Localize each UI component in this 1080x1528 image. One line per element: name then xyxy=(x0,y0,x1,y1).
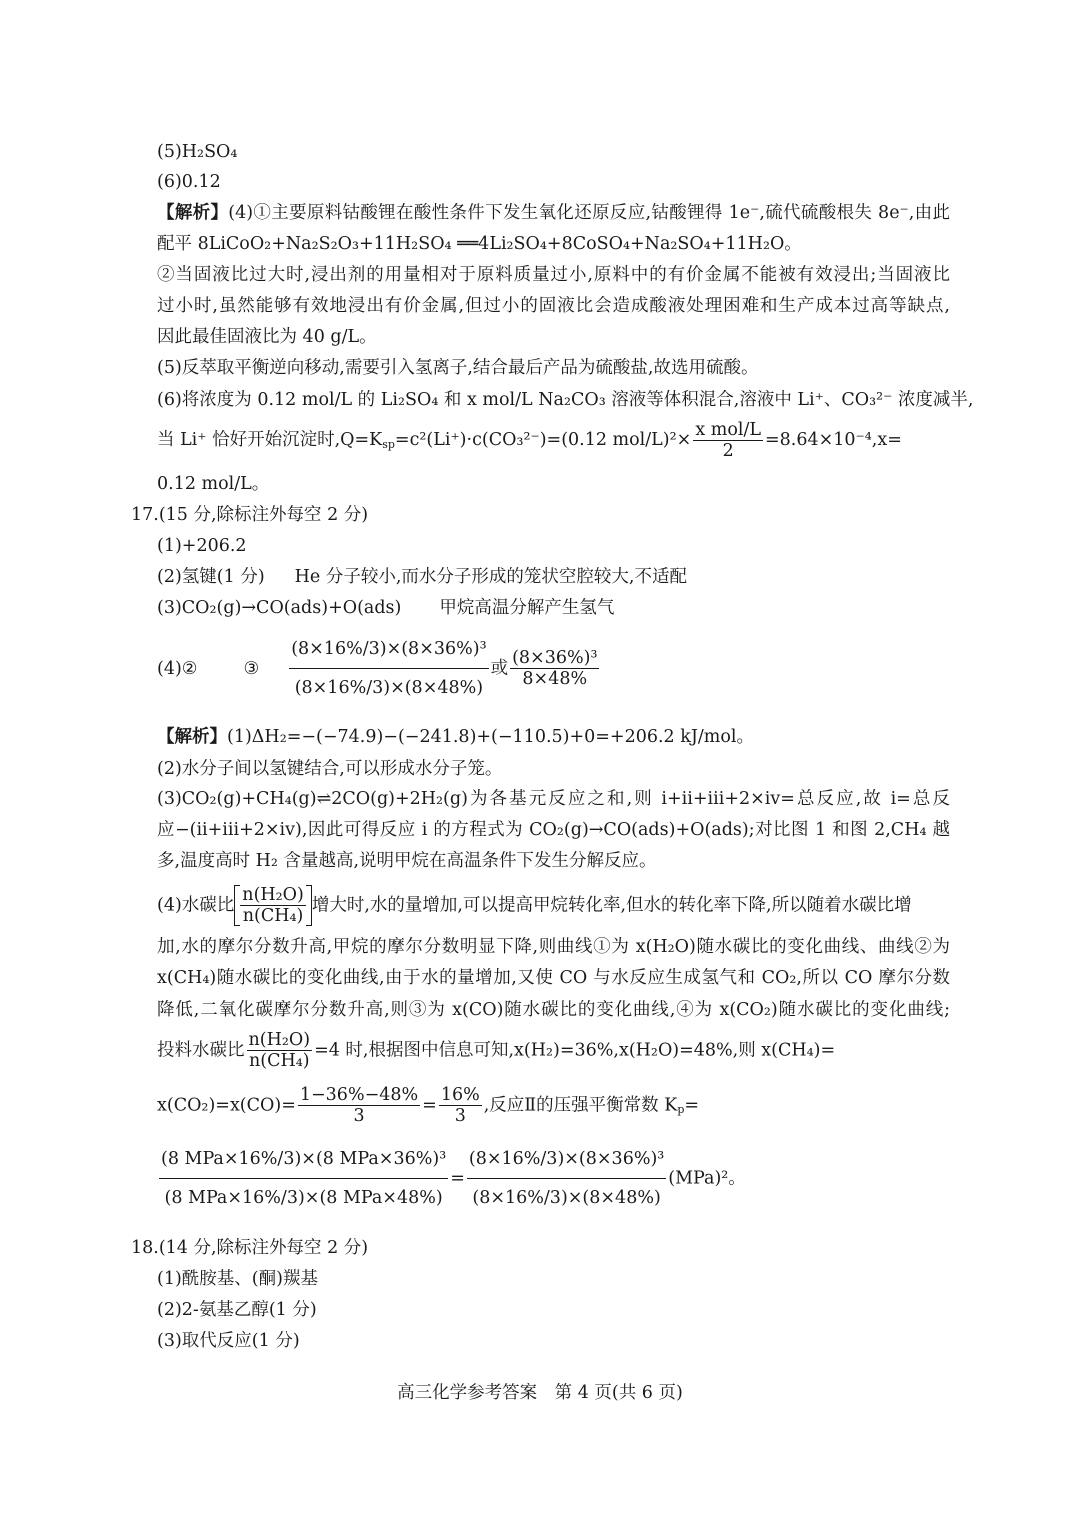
analysis-text: (4)①主要原料钴酸锂在酸性条件下发生氧化还原反应,钴酸锂得 1e⁻,硫代硫酸根失 8e⁻,由此 xyxy=(228,203,950,223)
analysis-line-2: 配平 8LiCoO₂+Na₂S₂O₃+11H₂SO₄ ══4Li₂SO₄+8CoSO₄+Na₂SO₄+11H₂O。 xyxy=(157,234,802,254)
analysis-line-1 xyxy=(157,201,950,225)
co-fraction: $\frac{1-36\%-48\%}{3}$ xyxy=(299,1085,419,1126)
analysis17-line-9: 降低,二氧化碳摩尔分数升高,则③为 x(CO)随水碳比的变化曲线,④为 x(CO₂)随水碳比的变化曲线; xyxy=(157,1000,950,1020)
eq-q-sub: sp xyxy=(382,438,395,451)
analysis17-line-1: 【解析】(1)ΔH₂=−(−74.9)−(−241.8)+(−110.5)+0=+206.2 kJ/mol。 xyxy=(157,727,754,747)
analysis-line-5: 因此最佳固液比为 40 g/L。 xyxy=(157,327,377,347)
analysis17-line-2: (2)水分子间以氢键结合,可以形成水分子笼。 xyxy=(157,759,503,779)
answer-17-4: (4)② ③ $\frac{\text{(8×16\%/3)×(8×36\%)³}}{(8\times 16\%/3)\times(8\times 48\%)}$ 或 $\frac{\text{(8×36\%)³}}{8\times 48\%}$ xyxy=(157,630,601,707)
analysis-line-9: 0.12 mol/L。 xyxy=(157,474,270,494)
analysis17-line-6: (4)水碳比 $\frac{\text{n(H₂O)}}{\text{n(CH₄)}}$ 增大时,水的量增加,可以提高甲烷转化率,但水的转化率下降,所以随着水碳比增 xyxy=(157,885,912,926)
kp-expression: $\frac{\text{(8 MPa×16\%/3)×(8 MPa×36\%)³}}{\text{(8 MPa×16\%/3)×(8 MPa×48\%)}}$ xyxy=(159,1140,448,1217)
answer-5: (5)H₂SO₄ xyxy=(157,142,238,162)
eq-q-mid: =c²(Li⁺)·c(CO₃²⁻)=(0.12 mol/L)²× xyxy=(394,430,692,450)
question-17-header: 17.(15 分,除标注外每空 2 分) xyxy=(131,505,369,525)
co-fraction-result: $\frac{16\%}{3}$ xyxy=(440,1085,480,1126)
analysis17-line-5: 多,温度高时 H₂ 含量越高,说明甲烷在高温条件下发生分解反应。 xyxy=(157,851,657,871)
eq-q-post: =8.64×10⁻⁴,x= xyxy=(765,430,902,450)
analysis-line-6: (5)反萃取平衡逆向移动,需要引入氢离子,结合最后产品为硫酸盐,故选用硫酸。 xyxy=(157,358,759,378)
analysis17-line-11: x(CO₂)=x(CO)= $\frac{1-36\%-48\%}{3}$ = $\frac{16\%}{3}$ ,反应Ⅱ的压强平衡常数 Kp= xyxy=(157,1085,700,1126)
kp-fraction: $\frac{\text{(8×16\%/3)×(8×36\%)³}}{(8\times 16\%/3)\times(8\times 48\%)}$ xyxy=(289,630,488,707)
analysis-tag: 【解析】 xyxy=(157,203,229,223)
kp-expression-simplified: $\frac{\text{(8×16\%/3)×(8×36\%)³}}{(8\times 16\%/3)\times(8\times 48\%)}$ xyxy=(467,1140,666,1217)
analysis-line-4: 过小时,虽然能够有效地浸出有价金属,但过小的固液比会造成酸液处理困难和生产成本过高等缺点, xyxy=(157,296,950,316)
analysis-line-7: (6)将浓度为 0.12 mol/L 的 Li₂SO₄ 和 x mol/L Na₂CO₃ 溶液等体积混合,溶液中 Li⁺、CO₃²⁻ 浓度减半, xyxy=(157,390,974,410)
answer-18-3: (3)取代反应(1 分) xyxy=(157,1331,300,1351)
analysis-line-3: ②当固液比过大时,浸出剂的用量相对于原料质量过小,原料中的有价金属不能被有效浸出;当固液比 xyxy=(157,265,950,285)
question-18-header: 18.(14 分,除标注外每空 2 分) xyxy=(131,1238,369,1258)
answer-17-3: (3)CO₂(g)→CO(ads)+O(ads) 甲烷高温分解产生氢气 xyxy=(157,598,615,618)
answer-17-2: (2)氢键(1 分) He 分子较小,而水分子形成的笼状空腔较大,不适配 xyxy=(157,567,687,587)
page-footer: 高三化学参考答案 第 4 页(共 6 页) xyxy=(397,1383,683,1403)
analysis17-line-3: (3)CO₂(g)+CH₄(g)⇌2CO(g)+2H₂(g)为各基元反应之和,则 i+ii+iii+2×iv=总反应,故 i=总反 xyxy=(157,789,950,809)
analysis17-line-7: 加,水的摩尔分数升高,甲烷的摩尔分数明显下降,则曲线①为 x(H₂O)随水碳比的变化曲线、曲线②为 xyxy=(157,937,950,957)
analysis17-line-10: 投料水碳比 $\frac{\text{n(H₂O)}}{\text{n(CH₄)}}$ =4 时,根据图中信息可知,x(H₂)=36%,x(H₂O)=48%,则 x(CH₄)= xyxy=(157,1030,836,1071)
analysis-line-8 xyxy=(157,420,902,461)
answer-17-1: (1)+206.2 xyxy=(157,536,247,556)
analysis17-line-12: $\frac{\text{(8 MPa×16\%/3)×(8 MPa×36\%)³}}{\text{(8 MPa×16\%/3)×(8 MPa×48\%)}}$ = $\frac{\text{(8×16\%/3)×(8×36\%)³}}{(8\times 16\%/3)\times(8\times 48\%)}$ (MPa)²。 xyxy=(157,1140,746,1217)
eq-q-fraction: $\frac{\text{x mol/L}}{2}$ xyxy=(695,420,761,461)
answer-6: (6)0.12 xyxy=(157,172,221,192)
water-carbon-ratio: $\frac{\text{n(H₂O)}}{\text{n(CH₄)}}$ xyxy=(242,885,304,926)
kp-fraction-alt: $\frac{\text{(8×36\%)³}}{8\times 48\%}$ xyxy=(512,648,598,689)
analysis17-line-8: x(CH₄)随水碳比的变化曲线,由于水的量增加,又使 CO 与水反应生成氢气和 CO₂,所以 CO 摩尔分数 xyxy=(157,968,950,988)
eq-q-pre: 当 Li⁺ 恰好开始沉淀时,Q=K xyxy=(157,430,383,450)
answer-18-2: (2)2-氨基乙醇(1 分) xyxy=(157,1300,317,1320)
feed-ratio: $\frac{\text{n(H₂O)}}{\text{n(CH₄)}}$ xyxy=(248,1030,311,1071)
answer-18-1: (1)酰胺基、(酮)羰基 xyxy=(157,1269,318,1289)
analysis17-line-4: 应−(ii+iii+2×iv),因此可得反应 i 的方程式为 CO₂(g)→CO(ads)+O(ads);对比图 1 和图 2,CH₄ 越 xyxy=(157,820,950,840)
